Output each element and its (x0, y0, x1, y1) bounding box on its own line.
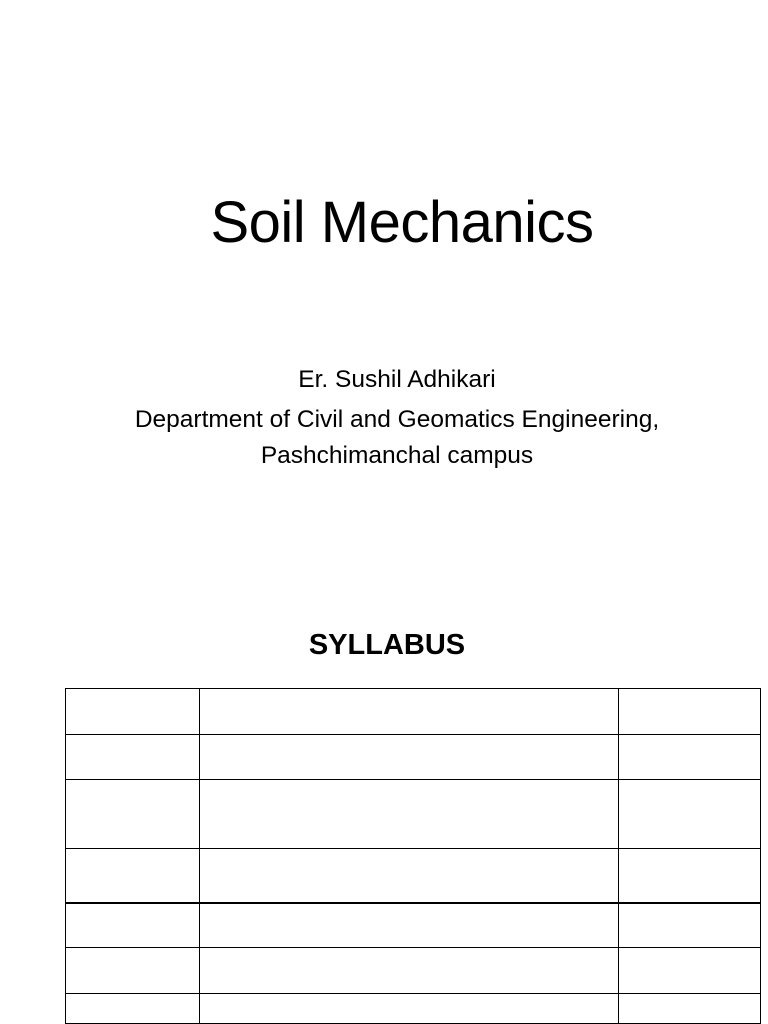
table-cell (200, 849, 619, 903)
table-row (66, 689, 761, 735)
table-cell (66, 735, 200, 780)
table-cell (200, 780, 619, 849)
table-row (66, 780, 761, 849)
table-cell (200, 948, 619, 994)
table-cell (66, 689, 200, 735)
table-cell (619, 849, 761, 903)
table-cell (619, 689, 761, 735)
table-cell (619, 903, 761, 948)
slide-title: Soil Mechanics (210, 190, 594, 255)
department-line-1: Department of Civil and Geomatics Engineering, (134, 406, 660, 433)
table-cell (200, 994, 619, 1024)
table-cell (66, 994, 200, 1024)
author-block (0, 362, 768, 474)
table-cell (200, 735, 619, 780)
table-cell (66, 849, 200, 903)
table-row (66, 903, 761, 948)
syllabus-table (65, 688, 761, 1024)
department-line-2: Pashchimanchal campus (260, 442, 534, 469)
table-cell (619, 948, 761, 994)
author-name: Er. Sushil Adhikari (298, 366, 496, 393)
table-cell (66, 903, 200, 948)
table-row (66, 994, 761, 1024)
table-cell (619, 994, 761, 1024)
table-cell (200, 903, 619, 948)
table-cell (66, 780, 200, 849)
table-cell (619, 780, 761, 849)
table-cell (619, 735, 761, 780)
table-row (66, 948, 761, 994)
table-row (66, 849, 761, 903)
table-cell (200, 689, 619, 735)
table-cell (66, 948, 200, 994)
syllabus-heading: SYLLABUS (308, 629, 466, 661)
table-row (66, 735, 761, 780)
